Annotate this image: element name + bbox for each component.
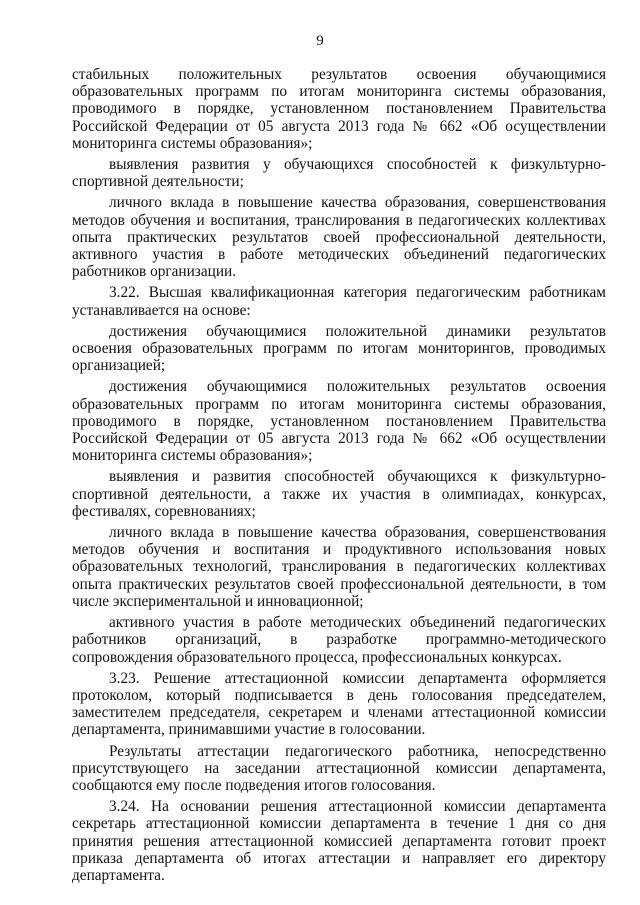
section-paragraph-3-23: 3.23. Решение аттестационной комиссии департамента оформляется протоколом, который подписывается в день голосования председателем, заместителем председателя, секретарем и членами аттестационной комиссии департамента, принимавшими участие в голосовании. — [72, 669, 606, 739]
paragraph: выявления и развития способностей обучающихся к физкультурно-спортивной деятельности, а также их участия в олимпиадах, конкурсах, фестивалях, соревнованиях; — [72, 468, 606, 520]
paragraph: выявления развития у обучающихся способностей к физкультурно-спортивной деятельности; — [72, 156, 606, 191]
paragraph: активного участия в работе методических объединений педагогических работников организаций, в разработке программно-методического сопровождения образовательного процесса, профессиональных конкурсах. — [72, 614, 606, 666]
paragraph: личного вклада в повышение качества образования, совершенствования методов обучения и воспитания, транслирования в педагогических коллективах опыта практических результатов своей профессиональной деятельности, активного участия в работе методических объединений педагогических работников организации. — [72, 194, 606, 281]
paragraph: Результаты аттестации педагогического работника, непосредственно присутствующего на заседании аттестационной комиссии департамента, сообщаются ему после подведения итогов голосования. — [72, 742, 606, 794]
page-number: 9 — [316, 33, 324, 49]
paragraph: личного вклада в повышение качества образования, совершенствования методов обучения и воспитания и продуктивного использования новых образовательных технологий, транслирования в педагогических коллективах опыта практических результатов своей профессиональной деятельности, в том числе экспериментальной и инновационной; — [72, 524, 606, 610]
paragraph: достижения обучающимися положительной динамики результатов освоения образовательных программ по итогам мониторингов, проводимых организацией; — [72, 322, 606, 375]
paragraph: достижения обучающимися положительных результатов освоения образовательных программ по итогам мониторинга системы образования, проводимого в порядке, установленном постановлением Правительства Российской Федерации от 05 августа 2013 года № 662 «Об осуществлении мониторинга системы образования»; — [72, 378, 606, 465]
section-paragraph-3-24: 3.24. На основании решения аттестационной комиссии департамента секретарь аттестационной комиссии департамента в течение 1 дня со дня принятия решения аттестационной комиссией департамента готовит проект приказа департамента об итогах аттестации и направляет его директору департамента. — [72, 798, 606, 884]
paragraph: стабильных положительных результатов освоения обучающимися образовательных программ по итогам мониторинга системы образования, проводимого в порядке, установленном постановлением Правительства Российской Федерации от 05 августа 2013 года № 662 «Об осуществлении мониторинга системы образования»; — [72, 66, 606, 152]
document-body — [72, 66, 606, 888]
section-heading-3-22: 3.22. Высшая квалификационная категория педагогическим работникам устанавливается на основе: — [72, 284, 606, 319]
